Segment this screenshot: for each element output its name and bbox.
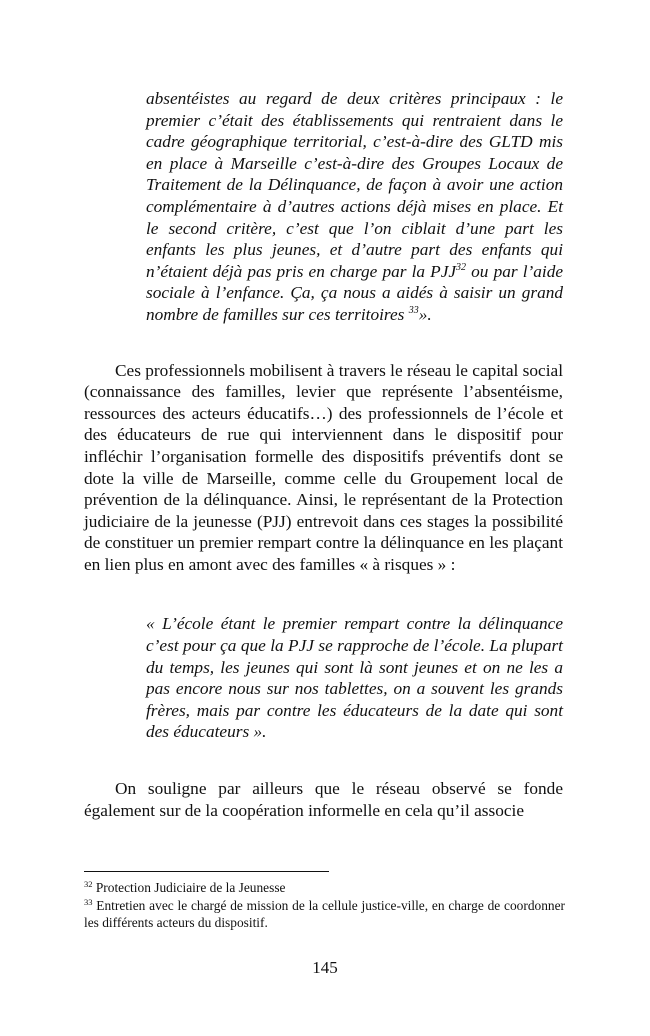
footnote-33 [84, 897, 565, 932]
body-paragraph-2: On souligne par ailleurs que le réseau observé se fonde également sur de la coopération informelle en cela qu’il associe [84, 779, 563, 820]
footnote-ref-32[interactable]: 32 [456, 261, 467, 273]
footnote-separator [84, 871, 329, 872]
block-quote-interview-1 [146, 88, 563, 326]
quote-text-continued: ou par l’aide sociale à l’enfance. Ça, ça nous a aidés à saisir un grand nombre de familles sur ces territoires [146, 261, 564, 324]
footnotes [84, 879, 565, 932]
page-body [84, 88, 563, 839]
body-paragraph-1: Ces professionnels mobilisent à travers le réseau le capital social (connaissance des familles, levier que représente l’absentéisme, ressources des acteurs éducatifs…) des professionnels de l’école et des éducateurs de rue qui interviennent dans le dispositif pour infléchir l’organisation formelle des dispositifs préventifs dont se dote la ville de Marseille, comme celle du Groupement local de prévention de la délinquance. Ainsi, le représentant de la Protection judiciaire de la jeunesse (PJJ) entrevoit dans ces stages la possibilité de constituer un premier rempart contre la délinquance en les plaçant en lien plus en amont avec des familles « à risques » : [84, 360, 563, 574]
quote-text: absentéistes au regard de deux critères principaux : le premier c’était des établissements qui rentraient dans le cadre géographique territorial, c’est-à-dire des GLTD mis en place à Marseille c’est-à-dire des Groupes Locaux de Traitement de la Délinquance, de façon à avoir une action complémentaire à d’autres actions déjà mises en place. Et le second critère, c’est que l’on ciblait d’une part les enfants les plus jeunes, et d’autre part des enfants qui n’étaient déjà pas pris en charge par la PJJ [146, 89, 563, 281]
footnote-number: 32 [84, 879, 93, 889]
page-number: 145 [312, 958, 338, 977]
block-quote-interview-2: « L’école étant le premier rempart contre la délinquance c’est pour ça que la PJJ se rapproche de l’école. La plupart du temps, les jeunes qui sont là sont jeunes et on ne les a pas encore nous sur nos tablettes, on a souvent les grands frères, mais par contre les éducateurs de la date qui sont des éducateurs ». [146, 614, 563, 742]
footnote-text: Protection Judiciaire de la Jeunesse [92, 880, 286, 895]
footnote-text: Entretien avec le chargé de mission de la cellule justice-ville, en charge de coordonner les différents acteurs du dispositif. [84, 897, 565, 930]
footnote-ref-33[interactable]: 33 [408, 304, 419, 316]
footnote-number: 33 [84, 896, 93, 907]
quote-text-end: ». [418, 304, 432, 324]
footnote-32 [84, 879, 565, 897]
